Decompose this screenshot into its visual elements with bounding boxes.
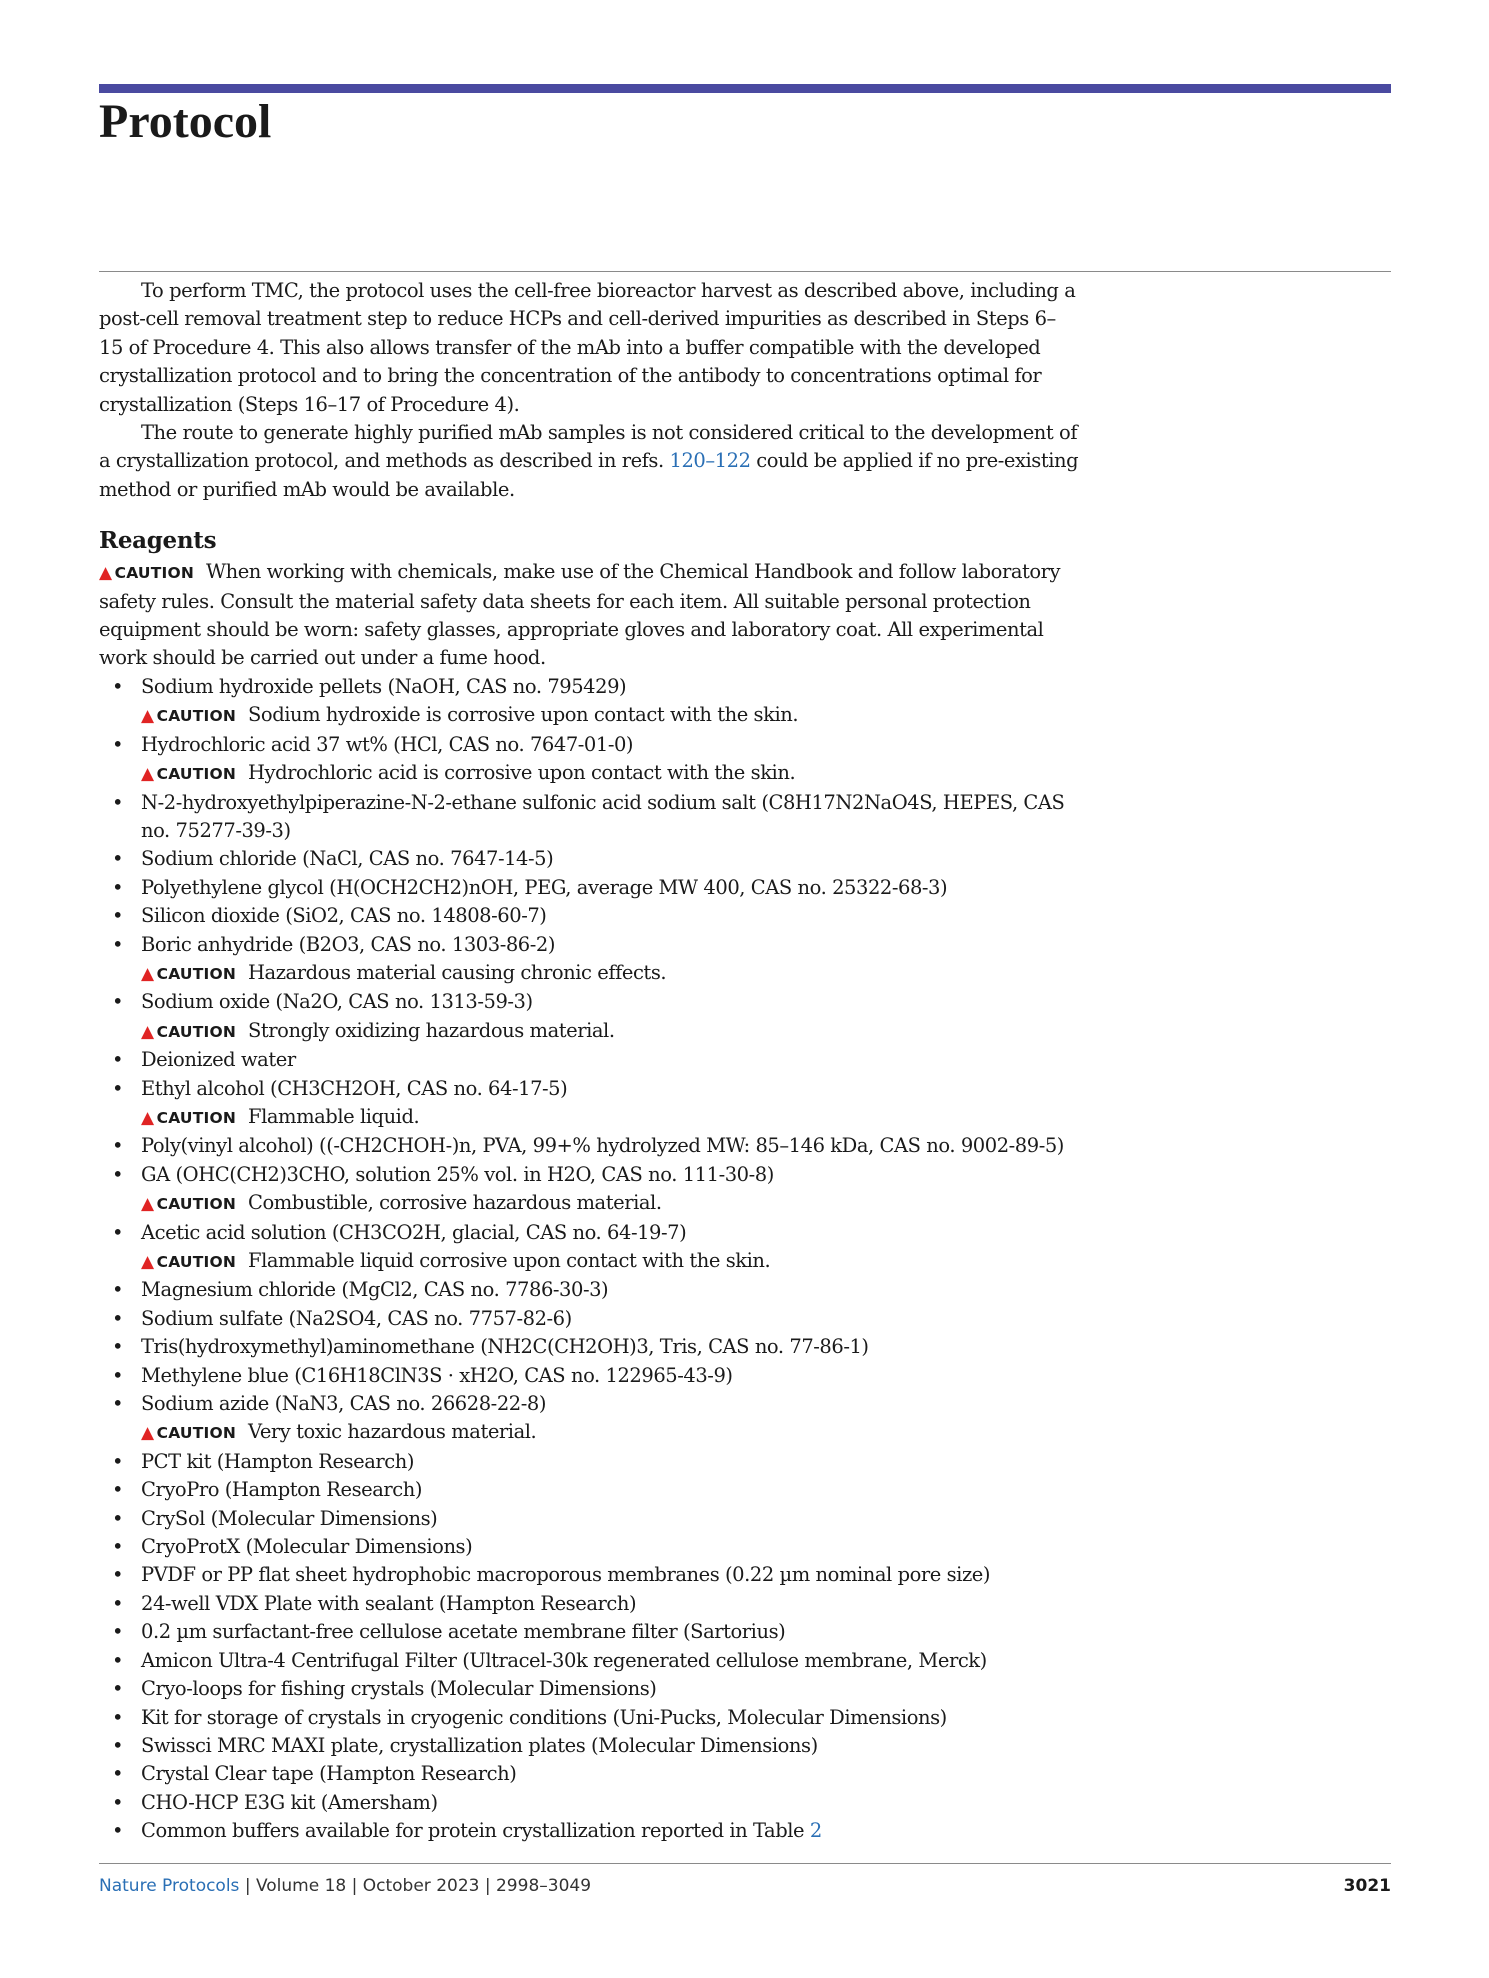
bullet-icon: • xyxy=(112,1563,124,1587)
caution-label: CAUTION xyxy=(156,1253,236,1271)
reagent-text: 0.2 µm surfactant-free cellulose acetate membrane filter (Sartorius) xyxy=(141,1620,786,1644)
reagent-item xyxy=(99,1305,1079,1333)
bullet-icon: • xyxy=(112,1762,124,1786)
reagent-text: Ethyl alcohol (CH3CH2OH, CAS no. 64-17-5) xyxy=(141,1076,568,1100)
reagent-caution xyxy=(141,1017,1079,1046)
bullet-icon: • xyxy=(112,1620,124,1644)
reagent-text: Sodium chloride (NaCl, CAS no. 7647-14-5) xyxy=(141,847,554,871)
reagent-caution xyxy=(141,1247,1079,1276)
reagent-caution-text: Hazardous material causing chronic effects. xyxy=(248,960,667,984)
reagent-text: 24-well VDX Plate with sealant (Hampton Research) xyxy=(141,1591,637,1615)
reagent-item xyxy=(99,1161,1079,1219)
reagent-text: Sodium azide (NaN3, CAS no. 26628-22-8) xyxy=(141,1392,546,1416)
reagent-item xyxy=(99,673,1079,731)
intro-paragraph-2-text-after: could be applied if no pre-existing method or purified mAb would be available. xyxy=(99,449,1079,501)
reagent-caution xyxy=(141,759,1079,788)
bullet-icon: • xyxy=(112,1506,124,1530)
reagent-item xyxy=(99,1362,1079,1390)
reagent-caution xyxy=(141,701,1079,730)
caution-label: CAUTION xyxy=(156,964,236,983)
reagent-text: Crystal Clear tape (Hampton Research) xyxy=(141,1762,517,1786)
bullet-icon: • xyxy=(112,732,124,756)
reagent-item xyxy=(99,789,1079,846)
main-caution-text: When working with chemicals, make use of the Chemical Handbook and follow laboratory safety rules. Consult the material safety data sheets for each item. All suitable personal protection equipment should be worn: safety glasses, appropriate gloves and laboratory coat. All experimental work should be carried out under a fume hood. xyxy=(99,560,1061,670)
reagent-item xyxy=(99,1276,1079,1304)
reagent-text: Swissci MRC MAXI plate, crystallization plates (Molecular Dimensions) xyxy=(141,1733,818,1757)
reagent-text: N-2-hydroxyethylpiperazine-N-2-ethane sulfonic acid sodium salt (C8H17N2NaO4S, HEPES, CAS no. 75277-39-3) xyxy=(141,790,1065,842)
main-caution xyxy=(99,558,1079,673)
reagent-caution-text: Very toxic hazardous material. xyxy=(248,1420,537,1444)
caution-triangle-icon: ▲ xyxy=(141,706,154,727)
reagent-item xyxy=(99,1704,1079,1732)
page-number: 3021 xyxy=(1343,1876,1391,1896)
reagent-item xyxy=(99,1132,1079,1160)
caution-triangle-icon: ▲ xyxy=(141,1021,154,1042)
caution-triangle-icon: ▲ xyxy=(141,963,154,984)
reagent-item xyxy=(99,1476,1079,1504)
bullet-icon: • xyxy=(112,1363,124,1387)
reagent-text: Silicon dioxide (SiO2, CAS no. 14808-60-7) xyxy=(141,904,547,928)
bullet-icon: • xyxy=(112,904,124,928)
reagent-text: Kit for storage of crystals in cryogenic conditions (Uni-Pucks, Molecular Dimensions) xyxy=(141,1705,947,1729)
reagent-text: Magnesium chloride (MgCl2, CAS no. 7786-30-3) xyxy=(141,1278,609,1302)
reagent-text: Common buffers available for protein crystallization reported in Table xyxy=(141,1819,810,1843)
reagent-text: Amicon Ultra-4 Centrifugal Filter (Ultracel-30k regenerated cellulose membrane, Merck) xyxy=(141,1648,987,1672)
caution-label: CAUTION xyxy=(156,707,236,726)
reagent-text: Methylene blue (C16H18ClN3S · xH2O, CAS no. 122965-43-9) xyxy=(141,1363,733,1387)
caution-label: CAUTION xyxy=(156,1108,236,1127)
reagent-caution xyxy=(141,1103,1079,1132)
reagent-caution xyxy=(141,1418,1079,1447)
reagent-text: Tris(hydroxymethyl)aminomethane (NH2C(CH2OH)3, Tris, CAS no. 77-86-1) xyxy=(141,1335,869,1359)
reagent-text: PVDF or PP flat sheet hydrophobic macroporous membranes (0.22 µm nominal pore size) xyxy=(141,1563,991,1587)
caution-triangle-icon: ▲ xyxy=(141,1252,154,1272)
reagent-text: Poly(vinyl alcohol) ((-CH2CHOH-)n, PVA, 99+% hydrolyzed MW: 85–146 kDa, CAS no. 9002-89-5) xyxy=(141,1134,1064,1158)
bullet-icon: • xyxy=(112,1535,124,1559)
caution-triangle-icon: ▲ xyxy=(141,764,154,785)
reagent-item xyxy=(99,902,1079,930)
caution-label: CAUTION xyxy=(156,765,236,784)
reagent-text: Hydrochloric acid 37 wt% (HCl, CAS no. 7647-01-0) xyxy=(141,732,634,756)
reagent-text: CryoProtX (Molecular Dimensions) xyxy=(141,1535,473,1559)
reagent-item xyxy=(99,1590,1079,1618)
reagent-list xyxy=(99,673,1079,1846)
reagent-item xyxy=(99,1789,1079,1817)
reagent-item xyxy=(99,931,1079,989)
reagent-item xyxy=(99,1618,1079,1646)
caution-triangle-icon: ▲ xyxy=(141,1194,154,1215)
reagent-text: CryoPro (Hampton Research) xyxy=(141,1478,423,1502)
reagent-text: GA (OHC(CH2)3CHO, solution 25% vol. in H2O, CAS no. 111-30-8) xyxy=(141,1162,774,1186)
bullet-icon: • xyxy=(112,1306,124,1330)
reagent-text: Polyethylene glycol (H(OCH2CH2)nOH, PEG, average MW 400, CAS no. 25322-68-3) xyxy=(141,875,948,899)
bullet-icon: • xyxy=(112,1162,124,1186)
bullet-icon: • xyxy=(112,932,124,956)
caution-triangle-icon: ▲ xyxy=(141,1423,154,1444)
reagents-heading: Reagents xyxy=(99,527,217,555)
caution-label: CAUTION xyxy=(156,1424,236,1443)
reagent-item xyxy=(99,988,1079,1046)
bullet-icon: • xyxy=(112,1733,124,1757)
reagent-item xyxy=(99,1046,1079,1074)
bullet-icon: • xyxy=(112,1392,124,1416)
reagent-item xyxy=(99,1390,1079,1448)
bullet-icon: • xyxy=(112,1134,124,1158)
reagent-text: Sodium hydroxide pellets (NaOH, CAS no. 795429) xyxy=(141,674,627,698)
reagent-text: CrySol (Molecular Dimensions) xyxy=(141,1506,438,1530)
bullet-icon: • xyxy=(112,847,124,871)
reagent-text: Deionized water xyxy=(141,1048,296,1072)
bullet-icon: • xyxy=(112,1048,124,1072)
bullet-icon: • xyxy=(112,1790,124,1814)
caution-label: CAUTION xyxy=(114,564,194,583)
reference-link[interactable]: 120–122 xyxy=(669,449,751,473)
reagent-item xyxy=(99,1647,1079,1675)
reagent-text: Cryo-loops for fishing crystals (Molecular Dimensions) xyxy=(141,1677,657,1701)
reagent-text: Sodium oxide (Na2O, CAS no. 1313-59-3) xyxy=(141,990,533,1014)
footer-journal-name[interactable]: Nature Protocols xyxy=(99,1876,240,1896)
caution-triangle-icon: ▲ xyxy=(141,1107,154,1128)
intro-paragraph-2-text-before: The route to generate highly purified mAb samples is not considered critical to the development of a crystallization protocol, and methods as described in refs. xyxy=(99,421,1078,473)
reagent-item xyxy=(99,1561,1079,1589)
intro-paragraph-1: To perform TMC, the protocol uses the cell-free bioreactor harvest as described above, including a post-cell removal treatment step to reduce HCPs and cell-derived impurities as described in Steps 6–15 of Procedure 4. This also allows transfer of the mAb into a buffer compatible with the developed crystallization protocol and to bring the concentration of the antibody to concentrations optimal for crystallization (Steps 16–17 of Procedure 4). xyxy=(99,279,1076,416)
reagent-item xyxy=(99,1533,1079,1561)
footer-issue-info: | Volume 18 | October 2023 | 2998–3049 xyxy=(239,1876,592,1896)
bullet-icon: • xyxy=(112,1478,124,1502)
caution-label: CAUTION xyxy=(156,1195,236,1214)
bullet-icon: • xyxy=(112,1677,124,1701)
reagent-item xyxy=(99,1732,1079,1760)
bullet-icon: • xyxy=(112,990,124,1014)
reagent-text: Boric anhydride (B2O3, CAS no. 1303-86-2) xyxy=(141,932,555,956)
section-label: Protocol xyxy=(99,95,272,148)
reagent-caution xyxy=(141,959,1079,988)
reagent-caution-text: Hydrochloric acid is corrosive upon contact with the skin. xyxy=(248,761,796,785)
header-accent-bar xyxy=(99,84,1391,93)
bullet-icon: • xyxy=(112,1076,124,1100)
bullet-icon: • xyxy=(112,1278,124,1302)
reagent-item xyxy=(99,731,1079,789)
reagent-item xyxy=(99,1075,1079,1133)
reagent-item xyxy=(99,874,1079,902)
reagent-item xyxy=(99,1333,1079,1361)
bullet-icon: • xyxy=(112,1335,124,1359)
reagent-caution-text: Strongly oxidizing hazardous material. xyxy=(248,1018,615,1042)
intro-paragraph-2 xyxy=(99,419,1079,504)
bullet-icon: • xyxy=(112,790,124,814)
reagent-item xyxy=(99,1505,1079,1533)
main-content xyxy=(99,277,1079,1846)
reagent-caution-text: Sodium hydroxide is corrosive upon contact with the skin. xyxy=(248,703,799,727)
bullet-icon: • xyxy=(112,1819,124,1843)
reagent-item xyxy=(99,845,1079,873)
reagent-caution-text: Flammable liquid corrosive upon contact with the skin. xyxy=(248,1249,771,1272)
footer-rule xyxy=(99,1863,1391,1864)
bullet-icon: • xyxy=(112,1648,124,1672)
bullet-icon: • xyxy=(112,1705,124,1729)
reagent-text: PCT kit (Hampton Research) xyxy=(141,1449,414,1473)
bullet-icon: • xyxy=(112,674,124,698)
reagent-item xyxy=(99,1675,1079,1703)
page-footer xyxy=(99,1874,1391,1898)
header-rule xyxy=(99,271,1391,272)
reagent-item xyxy=(99,1760,1079,1788)
reagent-caution xyxy=(141,1189,1079,1218)
caution-triangle-icon: ▲ xyxy=(99,563,112,584)
reagent-text: Sodium sulfate (Na2SO4, CAS no. 7757-82-6) xyxy=(141,1306,572,1330)
reagent-item xyxy=(99,1817,1079,1845)
reagent-item xyxy=(99,1219,1079,1277)
reagent-text: Acetic acid solution (CH3CO2H, glacial, CAS no. 64-19-7) xyxy=(141,1220,687,1244)
bullet-icon: • xyxy=(112,1591,124,1615)
reagent-item xyxy=(99,1448,1079,1476)
reagent-caution-text: Flammable liquid. xyxy=(248,1104,420,1128)
reagent-text: CHO-HCP E3G kit (Amersham) xyxy=(141,1790,438,1814)
table-reference-link[interactable]: 2 xyxy=(809,1819,822,1843)
bullet-icon: • xyxy=(112,1220,124,1244)
bullet-icon: • xyxy=(112,875,124,899)
bullet-icon: • xyxy=(112,1449,124,1473)
caution-label: CAUTION xyxy=(156,1022,236,1041)
reagent-caution-text: Combustible, corrosive hazardous material. xyxy=(248,1191,662,1215)
